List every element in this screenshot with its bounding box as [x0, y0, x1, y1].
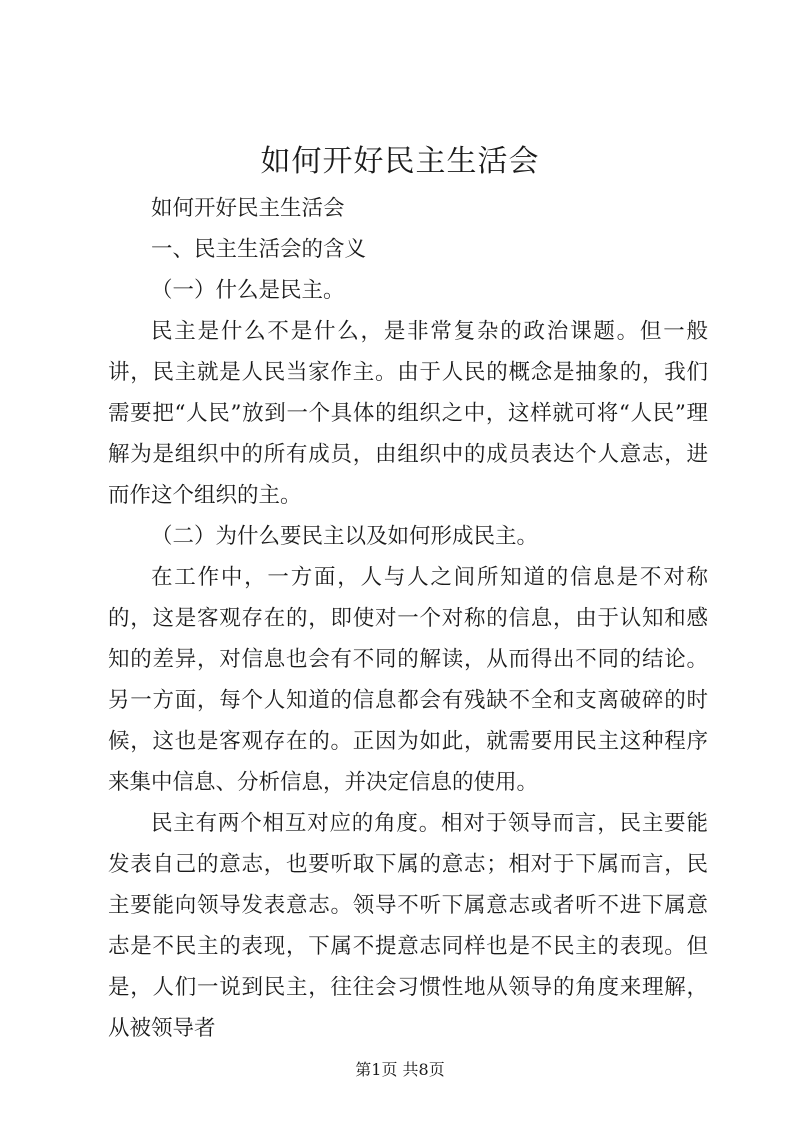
document-subtitle: 如何开好民主生活会 [151, 196, 345, 221]
section-heading-1: 一、民主生活会的含义 [151, 237, 367, 262]
paragraph-1: 民主是什么不是什么，是非常复杂的政治课题。但一般讲，民主就是人民当家作主。由于人民的概念是抽象的，我们需要把“人民”放到一个具体的组织之中，这样就可将“人民”理解为是组织中的所有成员，由组织中的成员表达个人意志，进而作这个组织的主。 [108, 319, 708, 508]
document-body [108, 188, 708, 1049]
subsection-heading-1: （一）什么是民主。 [151, 278, 345, 303]
page-footer: 第1页 共8页 [355, 1060, 445, 1079]
document-title: 如何开好民主生活会 [260, 144, 540, 179]
paragraph-2: 在工作中，一方面，人与人之间所知道的信息是不对称的，这是客观存在的，即使对一个对称的信息，由于认知和感知的差异，对信息也会有不同的解读，从而得出不同的结论。另一方面，每个人知道的信息都会有残缺不全和支离破碎的时候，这也是客观存在的。正因为如此，就需要用民主这种程序来集中信息、分析信息，并决定信息的使用。 [108, 565, 708, 795]
subsection-heading-2: （二）为什么要民主以及如何形成民主。 [151, 524, 539, 549]
paragraph-3: 民主有两个相互对应的角度。相对于领导而言，民主要能发表自己的意志，也要听取下属的意志；相对于下属而言，民主要能向领导发表意志。领导不听下属意志或者听不进下属意志是不民主的表现，下属不提意志同样也是不民主的表现。但是，人们一说到民主，往往会习惯性地从领导的角度来理解，从被领导者 [108, 811, 708, 1041]
